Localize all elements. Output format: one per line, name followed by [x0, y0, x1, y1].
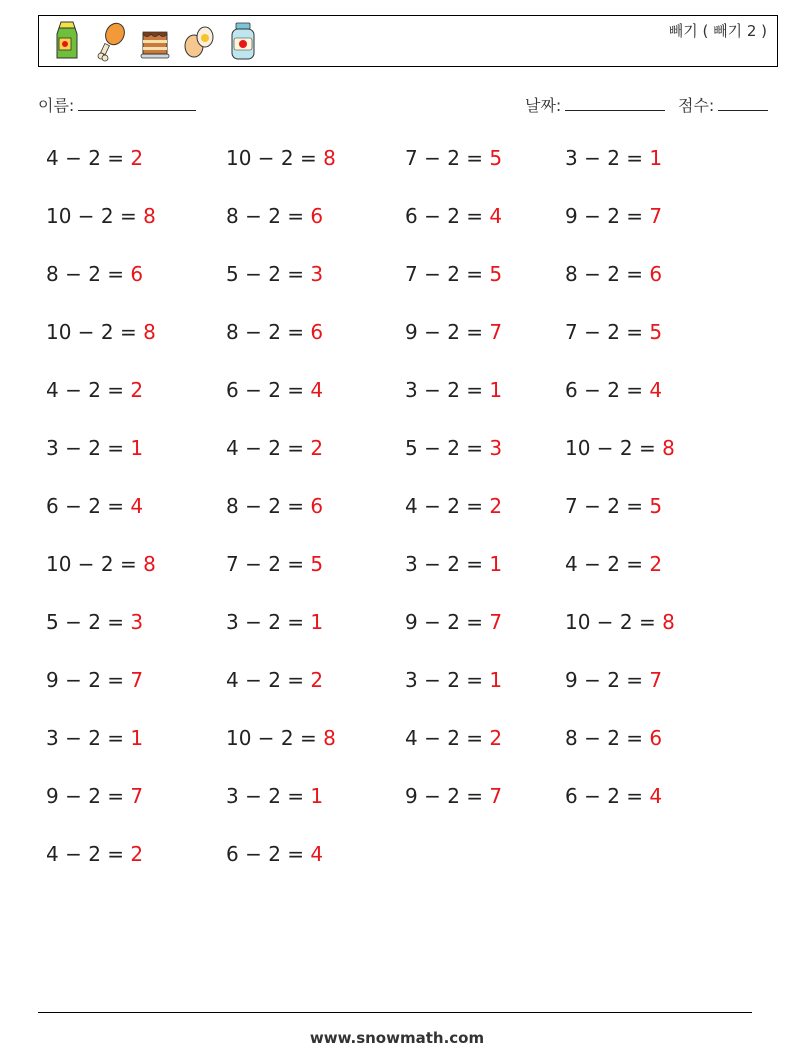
problem-answer: 2 — [649, 552, 663, 576]
problem-item — [46, 436, 143, 460]
problem-item — [405, 436, 502, 460]
problem-question: 9 − 2 = — [405, 784, 490, 808]
problem-answer: 4 — [649, 784, 663, 808]
jam-jar-icon — [225, 20, 261, 62]
problem-question: 5 − 2 = — [226, 262, 311, 286]
problem-answer: 6 — [310, 320, 324, 344]
problem-item — [226, 726, 336, 750]
problem-item — [46, 378, 143, 402]
problem-item — [405, 378, 502, 402]
problem-item — [405, 146, 502, 170]
worksheet-title: 빼기 ( 빼기 2 ) — [668, 22, 767, 40]
problem-answer: 7 — [489, 610, 503, 634]
problem-question: 9 − 2 = — [565, 668, 650, 692]
problem-question: 3 − 2 = — [46, 436, 131, 460]
problem-question: 8 − 2 = — [565, 726, 650, 750]
problem-question: 7 − 2 = — [565, 320, 650, 344]
problem-answer: 8 — [323, 726, 336, 750]
problem-answer: 1 — [489, 378, 503, 402]
problem-item — [405, 262, 502, 286]
problem-answer: 3 — [130, 610, 144, 634]
problem-item — [565, 262, 662, 286]
problem-answer: 7 — [649, 668, 663, 692]
problem-answer: 1 — [489, 552, 503, 576]
problem-question: 6 − 2 = — [46, 494, 131, 518]
problem-question: 5 − 2 = — [405, 436, 490, 460]
problem-item — [226, 610, 323, 634]
problem-question: 8 − 2 = — [226, 204, 311, 228]
problem-answer: 7 — [649, 204, 663, 228]
problem-item — [226, 668, 323, 692]
problem-question: 10 − 2 = — [46, 204, 144, 228]
problem-question: 3 − 2 = — [405, 378, 490, 402]
problem-answer: 7 — [489, 320, 503, 344]
problem-item — [46, 842, 143, 866]
problem-item — [565, 146, 662, 170]
problem-answer: 7 — [130, 784, 144, 808]
problem-question: 4 − 2 = — [226, 436, 311, 460]
problem-question: 6 − 2 = — [405, 204, 490, 228]
problem-question: 10 − 2 = — [226, 726, 324, 750]
problem-item — [46, 784, 143, 808]
problem-answer: 1 — [489, 668, 503, 692]
problem-question: 4 − 2 = — [565, 552, 650, 576]
problem-answer: 8 — [143, 552, 156, 576]
problem-answer: 2 — [489, 726, 503, 750]
problem-answer: 4 — [130, 494, 144, 518]
problem-item — [565, 726, 662, 750]
footer-url: www.snowmath.com — [309, 1029, 485, 1047]
problem-answer: 4 — [310, 378, 324, 402]
problem-question: 8 − 2 = — [226, 320, 311, 344]
problem-question: 6 − 2 = — [226, 842, 311, 866]
date-label: 날짜: — [525, 96, 562, 115]
chicken-leg-icon — [93, 20, 129, 62]
problem-item — [226, 204, 323, 228]
problem-question: 3 − 2 = — [405, 552, 490, 576]
problem-item — [405, 784, 502, 808]
problem-item — [226, 436, 323, 460]
problem-question: 9 − 2 = — [46, 668, 131, 692]
problem-item — [226, 378, 323, 402]
problem-item — [405, 610, 502, 634]
problem-answer: 3 — [489, 436, 503, 460]
problem-question: 4 − 2 = — [46, 378, 131, 402]
problem-question: 3 − 2 = — [226, 610, 311, 634]
problem-item — [565, 436, 675, 460]
problem-question: 9 − 2 = — [405, 610, 490, 634]
problem-item — [226, 842, 323, 866]
problem-question: 7 − 2 = — [565, 494, 650, 518]
problem-question: 4 − 2 = — [226, 668, 311, 692]
problem-item — [226, 552, 323, 576]
problem-answer: 6 — [649, 262, 663, 286]
problem-answer: 8 — [662, 610, 675, 634]
problem-question: 10 − 2 = — [46, 552, 144, 576]
problem-question: 7 − 2 = — [226, 552, 311, 576]
problem-answer: 8 — [143, 204, 156, 228]
problem-answer: 6 — [310, 204, 324, 228]
name-field — [38, 93, 196, 116]
problem-question: 4 − 2 = — [46, 842, 131, 866]
problem-item — [565, 204, 662, 228]
problem-answer: 2 — [130, 842, 144, 866]
date-field — [525, 93, 665, 116]
problem-answer: 4 — [489, 204, 503, 228]
problem-answer: 6 — [649, 726, 663, 750]
problem-item — [405, 552, 502, 576]
problem-item — [405, 668, 502, 692]
problem-answer: 7 — [489, 784, 503, 808]
problem-answer: 2 — [310, 668, 324, 692]
problem-item — [46, 726, 143, 750]
problem-answer: 5 — [649, 494, 663, 518]
problem-item — [565, 378, 662, 402]
problem-answer: 2 — [130, 146, 144, 170]
problem-answer: 5 — [649, 320, 663, 344]
problem-question: 9 − 2 = — [46, 784, 131, 808]
problem-question: 4 − 2 = — [405, 726, 490, 750]
problem-question: 8 − 2 = — [565, 262, 650, 286]
problem-item — [565, 784, 662, 808]
problem-item — [226, 320, 323, 344]
problem-question: 9 − 2 = — [565, 204, 650, 228]
milk-carton-icon — [49, 20, 85, 62]
problem-item — [46, 668, 143, 692]
problem-item — [565, 494, 662, 518]
problem-answer: 2 — [310, 436, 324, 460]
problem-answer: 1 — [130, 436, 144, 460]
problem-answer: 1 — [649, 146, 663, 170]
problem-question: 7 − 2 = — [405, 262, 490, 286]
problem-item — [46, 552, 156, 576]
problem-item — [46, 320, 156, 344]
problem-answer: 5 — [489, 262, 503, 286]
problem-item — [405, 204, 502, 228]
layer-cake-icon — [137, 20, 173, 62]
problem-item — [226, 784, 323, 808]
problem-question: 6 − 2 = — [565, 378, 650, 402]
problem-item — [405, 494, 502, 518]
score-field — [678, 93, 768, 116]
problem-item — [226, 146, 336, 170]
problem-item — [565, 668, 662, 692]
problem-question: 10 − 2 = — [46, 320, 144, 344]
problem-question: 4 − 2 = — [405, 494, 490, 518]
problem-item — [46, 204, 156, 228]
problem-item — [405, 320, 502, 344]
problem-question: 8 − 2 = — [226, 494, 311, 518]
footer-divider — [38, 1012, 752, 1013]
problem-answer: 7 — [130, 668, 144, 692]
name-blank[interactable] — [78, 96, 196, 111]
problem-question: 3 − 2 = — [405, 668, 490, 692]
problem-question: 10 − 2 = — [565, 436, 663, 460]
problem-answer: 4 — [649, 378, 663, 402]
problem-question: 6 − 2 = — [565, 784, 650, 808]
problem-item — [565, 610, 675, 634]
problem-question: 8 − 2 = — [46, 262, 131, 286]
problem-answer: 1 — [130, 726, 144, 750]
problem-question: 6 − 2 = — [226, 378, 311, 402]
date-blank[interactable] — [565, 96, 665, 111]
problem-answer: 8 — [323, 146, 336, 170]
problem-answer: 8 — [143, 320, 156, 344]
problem-answer: 5 — [489, 146, 503, 170]
problem-answer: 2 — [489, 494, 503, 518]
problem-question: 4 − 2 = — [46, 146, 131, 170]
problem-question: 9 − 2 = — [405, 320, 490, 344]
eggs-icon — [181, 20, 217, 62]
problem-answer: 6 — [130, 262, 144, 286]
worksheet-header — [38, 15, 778, 67]
problem-answer: 4 — [310, 842, 324, 866]
problem-answer: 8 — [662, 436, 675, 460]
problem-answer: 6 — [310, 494, 324, 518]
problem-item — [46, 262, 143, 286]
problem-question: 3 − 2 = — [226, 784, 311, 808]
problem-answer: 1 — [310, 784, 324, 808]
problem-item — [226, 262, 323, 286]
problem-answer: 5 — [310, 552, 324, 576]
problem-item — [46, 146, 143, 170]
problem-item — [46, 494, 143, 518]
icon-row — [49, 20, 261, 62]
problem-item — [405, 726, 502, 750]
problem-item — [565, 552, 662, 576]
problem-question: 10 − 2 = — [226, 146, 324, 170]
problem-item — [226, 494, 323, 518]
problem-answer: 3 — [310, 262, 324, 286]
name-label: 이름: — [38, 96, 75, 115]
score-blank[interactable] — [718, 96, 768, 111]
problem-answer: 2 — [130, 378, 144, 402]
problem-question: 3 − 2 = — [46, 726, 131, 750]
problem-item — [565, 320, 662, 344]
problem-item — [46, 610, 143, 634]
problem-question: 5 − 2 = — [46, 610, 131, 634]
problem-answer: 1 — [310, 610, 324, 634]
score-label: 점수: — [678, 96, 715, 115]
problem-question: 7 − 2 = — [405, 146, 490, 170]
problem-question: 3 − 2 = — [565, 146, 650, 170]
problem-question: 10 − 2 = — [565, 610, 663, 634]
